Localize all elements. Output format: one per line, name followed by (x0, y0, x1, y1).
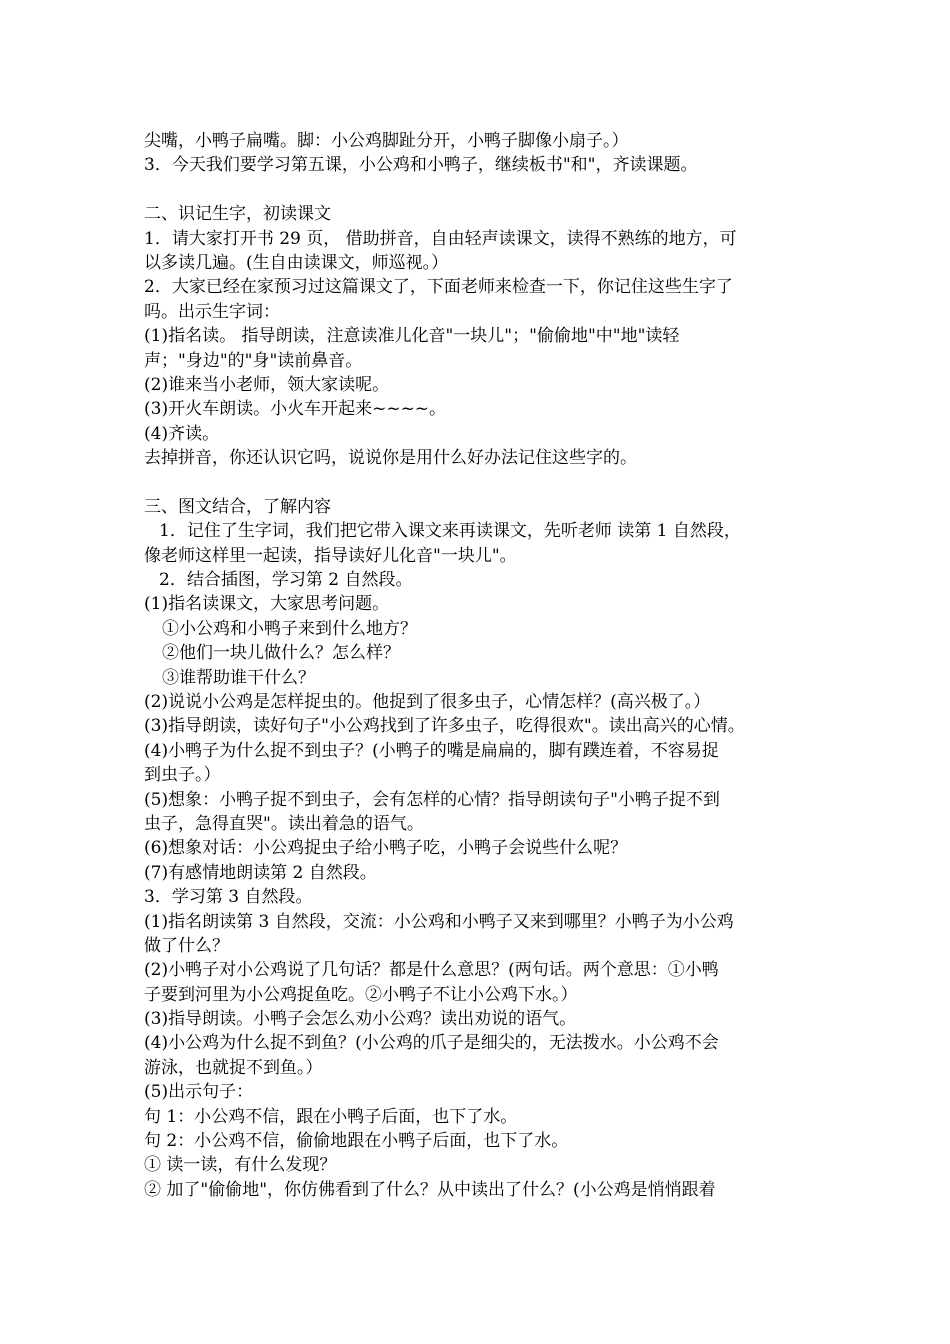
text-line: (2)小鸭子对小公鸡说了几句话？都是什么意思？(两句话。两个意思：①小鸭 (144, 960, 719, 981)
text-line: 句 1：小公鸡不信，跟在小鸭子后面，也下了水。 (144, 1106, 518, 1127)
text-line: 3．学习第 3 自然段。 (144, 887, 313, 908)
section-heading-2: 二、识记生字，初读课文 (144, 204, 331, 225)
text-line: 3．今天我们要学习第五课，小公鸡和小鸭子，继续板书"和"，齐读课题。 (144, 155, 698, 176)
text-line: ②他们一块儿做什么？怎么样？ (162, 643, 400, 664)
text-line: (5)想象：小鸭子捉不到虫子，会有怎样的心情？指导朗读句子"小鸭子捉不到 (144, 789, 720, 810)
text-line: ① 读一读，有什么发现？ (144, 1155, 337, 1176)
text-line: (1)指名朗读第 3 自然段，交流：小公鸡和小鸭子又来到哪里？小鸭子为小公鸡 (144, 911, 734, 932)
text-line: 像老师这样里一起读，指导读好儿化音"一块儿"。 (144, 545, 517, 566)
text-line: 句 2：小公鸡不信，偷偷地跟在小鸭子后面，也下了水。 (144, 1131, 569, 1152)
text-line: (6)想象对话：小公鸡捉虫子给小鸭子吃，小鸭子会说些什么呢？ (144, 838, 628, 859)
text-line: 到虫子。） (144, 765, 221, 786)
text-line: 以多读几遍。(生自由读课文，师巡视。） (144, 252, 449, 273)
text-line: (1)指名读。 指导朗读，注意读准儿化音"一块儿"；"偷偷地"中"地"读轻 (144, 326, 680, 347)
text-line: (4)齐读。 (144, 423, 220, 444)
text-line: 去掉拼音，你还认识它吗，说说你是用什么好办法记住这些字的。 (144, 448, 637, 469)
text-line: 2．大家已经在家预习过这篇课文了，下面老师来检查一下，你记住这些生字了 (144, 277, 733, 298)
text-line: ② 加了"偷偷地"，你仿佛看到了什么？从中读出了什么？(小公鸡是悄悄跟着 (144, 1179, 716, 1200)
paragraph-gap (144, 470, 824, 494)
document-page (144, 129, 824, 1202)
text-line: (2)谁来当小老师，领大家读呢。 (144, 374, 390, 395)
text-line: 虫子，急得直哭"。读出着急的语气。 (144, 813, 424, 834)
text-line: 做了什么？ (144, 935, 229, 956)
text-line: (5)出示句子： (144, 1082, 254, 1103)
section-heading-3: 三、图文结合，了解内容 (144, 496, 331, 517)
text-line: 子要到河里为小公鸡捉鱼吃。②小鸭子不让小公鸡下水。） (144, 984, 578, 1005)
text-line: ①小公鸡和小鸭子来到什么地方？ (162, 618, 417, 639)
text-line: (3)开火车朗读。小火车开起来~~~~。 (144, 399, 447, 420)
text-line: (7)有感情地朗读第 2 自然段。 (144, 862, 377, 883)
text-line: 游泳，也就捉不到鱼。） (144, 1057, 323, 1078)
text-line: 尖嘴，小鸭子扁嘴。脚：小公鸡脚趾分开，小鸭子脚像小扇子。） (144, 131, 629, 151)
text-line: (3)指导朗读。小鸭子会怎么劝小公鸡？读出劝说的语气。 (144, 1009, 577, 1030)
text-line: 1．记住了生字词，我们把它带入课文来再读课文，先听老师 读第 1 自然段， (159, 521, 741, 542)
text-line: (2)说说小公鸡是怎样捉虫的。他捉到了很多虫子，心情怎样？(高兴极了。） (144, 691, 711, 712)
text-line: ③谁帮助谁干什么？ (162, 667, 315, 688)
paragraph-gap (144, 178, 824, 202)
text-line: 1．请大家打开书 29 页， 借助拼音，自由轻声读课文，读得不熟练的地方，可 (144, 228, 737, 249)
text-line: (1)指名读课文，大家思考问题。 (144, 594, 390, 615)
text-line: 吗。出示生字词： (144, 301, 280, 322)
text-line: (3)指导朗读，读好句子"小公鸡找到了许多虫子，吃得很欢"。读出高兴的心情。 (144, 716, 745, 737)
text-line: 2．结合插图，学习第 2 自然段。 (159, 570, 413, 591)
text-line: (4)小鸭子为什么捉不到虫子？(小鸭子的嘴是扁扁的，脚有蹼连着，不容易捉 (144, 740, 719, 761)
text-line: (4)小公鸡为什么捉不到鱼？(小公鸡的爪子是细尖的，无法拨水。小公鸡不会 (144, 1033, 719, 1054)
text-line: 声；"身边"的"身"读前鼻音。 (144, 350, 363, 371)
